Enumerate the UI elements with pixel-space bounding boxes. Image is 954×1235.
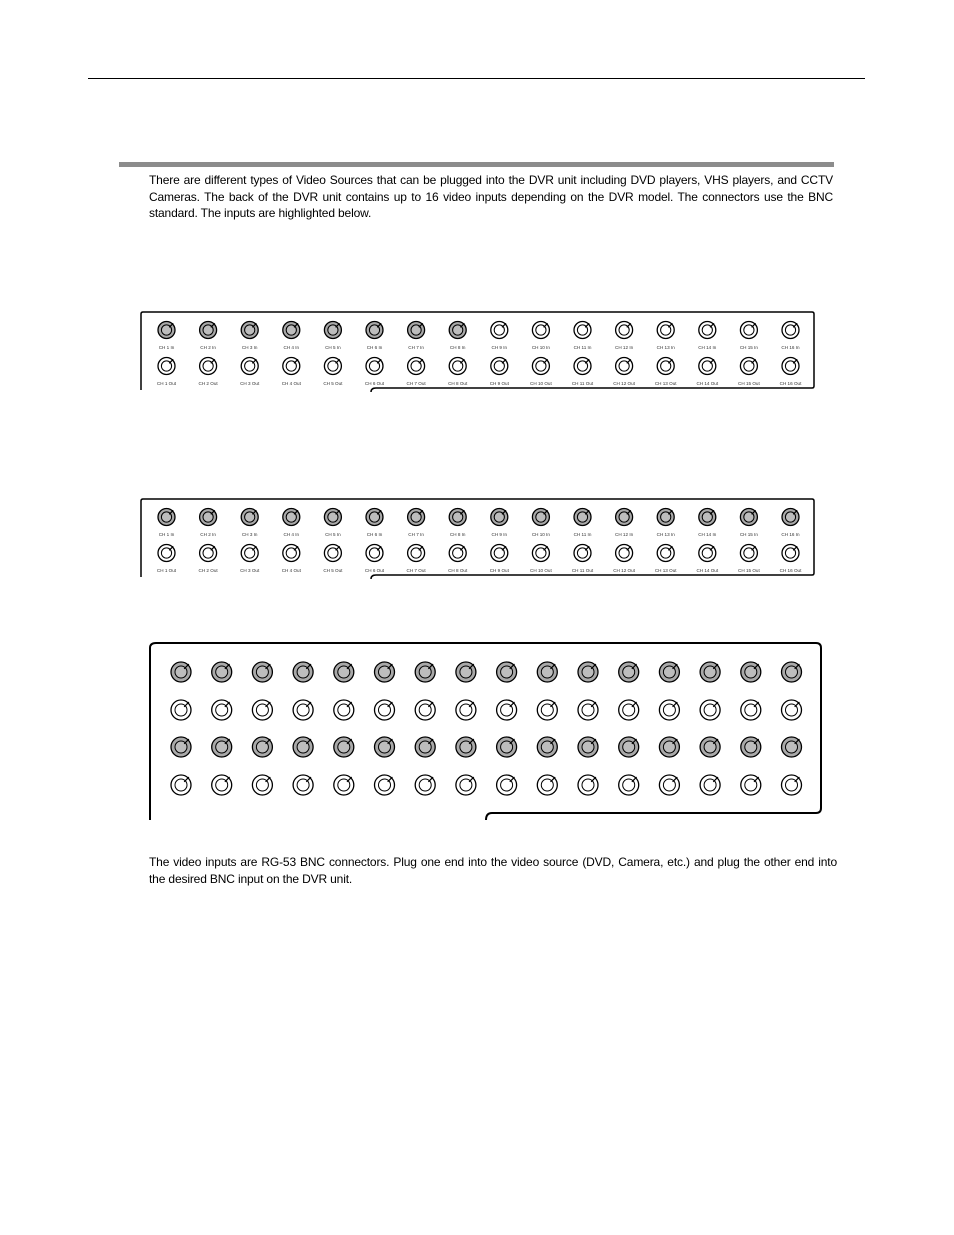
output-channel-label: CH 5 Out — [323, 568, 343, 573]
bnc-output-connector — [740, 358, 757, 375]
bnc-input-connector — [491, 322, 508, 339]
bnc-input-connector — [456, 662, 476, 682]
bnc-output-connector — [740, 545, 757, 562]
bnc-output-connector — [537, 700, 557, 720]
bnc-input-connector — [456, 737, 476, 757]
input-channel-label: CH 8 In — [449, 345, 466, 350]
bnc-output-connector — [574, 358, 591, 375]
bnc-output-connector — [619, 775, 639, 795]
bnc-output-connector — [366, 358, 383, 375]
bnc-input-connector — [532, 509, 549, 526]
bnc-output-connector — [324, 545, 341, 562]
bnc-input-connector — [497, 662, 517, 682]
bnc-input-connector — [782, 322, 799, 339]
bnc-input-connector — [241, 322, 258, 339]
bnc-output-connector — [657, 358, 674, 375]
bnc-output-connector — [741, 700, 761, 720]
input-channel-label: CH 4 In — [283, 345, 300, 350]
bnc-output-connector — [532, 545, 549, 562]
bnc-input-connector — [537, 662, 557, 682]
bnc-output-connector — [782, 358, 799, 375]
bnc-input-connector — [241, 509, 258, 526]
input-channel-label: CH 5 In — [325, 532, 341, 537]
bnc-input-connector — [375, 662, 395, 682]
bnc-output-connector — [375, 775, 395, 795]
output-channel-label: CH 15 Out — [738, 568, 760, 573]
bnc-input-connector — [158, 509, 175, 526]
bnc-input-connector — [200, 509, 217, 526]
bnc-output-connector — [241, 545, 258, 562]
bnc-output-connector — [415, 775, 435, 795]
input-channel-label: CH 1 In — [158, 532, 175, 537]
bnc-input-connector — [532, 322, 549, 339]
output-channel-label: CH 2 Out — [198, 568, 218, 573]
bnc-input-connector — [740, 322, 757, 339]
bnc-output-connector — [782, 545, 799, 562]
bnc-input-connector — [616, 322, 633, 339]
output-channel-label: CH 14 Out — [696, 381, 719, 386]
bnc-output-connector — [497, 700, 517, 720]
bnc-input-connector — [782, 662, 802, 682]
bnc-output-connector — [578, 700, 598, 720]
output-channel-label: CH 10 Out — [530, 381, 552, 386]
bnc-input-connector — [293, 737, 313, 757]
output-channel-label: CH 2 Out — [198, 381, 218, 386]
bnc-input-connector — [158, 322, 175, 339]
input-channel-label: CH 6 In — [366, 345, 383, 350]
input-channel-label: CH 16 In — [781, 345, 800, 350]
dvr-panel-bottom-diagram — [146, 640, 824, 822]
bnc-input-connector — [415, 737, 435, 757]
bnc-input-connector — [491, 509, 508, 526]
bnc-input-connector — [212, 737, 232, 757]
bnc-output-connector — [700, 700, 720, 720]
bnc-output-connector — [659, 775, 679, 795]
input-channel-label: CH 10 In — [531, 345, 550, 350]
bnc-output-connector — [324, 358, 341, 375]
bnc-input-connector — [200, 322, 217, 339]
bnc-input-connector — [375, 737, 395, 757]
bnc-input-connector — [252, 737, 272, 757]
output-channel-label: CH 13 Out — [654, 381, 677, 386]
input-channel-label: CH 5 In — [325, 345, 341, 350]
input-channel-label: CH 13 In — [656, 532, 675, 537]
bnc-output-connector — [334, 775, 354, 795]
bnc-input-connector — [366, 509, 383, 526]
output-channel-label: CH 9 Out — [489, 568, 509, 573]
bnc-input-connector — [283, 322, 300, 339]
output-channel-label: CH 1 Out — [156, 381, 177, 386]
bnc-output-connector — [212, 700, 232, 720]
bnc-output-connector — [449, 358, 466, 375]
input-channel-label: CH 3 In — [241, 532, 258, 537]
intro-paragraph: There are different types of Video Sources that can be plugged into the DVR unit including DVD players, VHS players, and CCTV Cameras. The back of the DVR unit contains up to 16 video inputs depending on the DVR model. The connectors use the BNC standard. The inputs are highlighted below. — [149, 173, 833, 220]
bnc-input-connector — [699, 322, 716, 339]
bnc-input-connector — [334, 737, 354, 757]
bnc-output-connector — [741, 775, 761, 795]
bnc-output-connector — [293, 700, 313, 720]
output-channel-label: CH 1 Out — [156, 568, 177, 573]
bnc-input-connector — [578, 737, 598, 757]
input-channel-label: CH 12 In — [615, 532, 634, 537]
bnc-input-connector — [619, 662, 639, 682]
bnc-output-connector — [366, 545, 383, 562]
dvr-panel-middle-diagram — [140, 497, 816, 579]
output-channel-label: CH 15 Out — [738, 381, 760, 386]
input-channel-label: CH 11 In — [573, 345, 592, 350]
bnc-input-connector — [659, 662, 679, 682]
output-channel-label: CH 11 Out — [571, 381, 594, 386]
bnc-output-connector — [171, 775, 191, 795]
bnc-output-connector — [283, 358, 300, 375]
bnc-output-connector — [158, 545, 175, 562]
bnc-output-connector — [782, 775, 802, 795]
bnc-output-connector — [456, 775, 476, 795]
dvr-panel-top — [140, 310, 816, 392]
bnc-output-connector — [616, 545, 633, 562]
bnc-input-connector — [324, 322, 341, 339]
output-channel-label: CH 11 Out — [571, 568, 594, 573]
bnc-input-connector — [366, 322, 383, 339]
bnc-output-connector — [578, 775, 598, 795]
bnc-input-connector — [537, 737, 557, 757]
bnc-input-connector — [171, 662, 191, 682]
output-channel-label: CH 7 Out — [406, 381, 426, 386]
bnc-input-connector — [252, 662, 272, 682]
bnc-output-connector — [171, 700, 191, 720]
bnc-output-connector — [574, 545, 591, 562]
bnc-input-connector — [578, 662, 598, 682]
dvr-panel-middle — [140, 497, 816, 579]
bnc-output-connector — [252, 775, 272, 795]
bnc-input-connector — [415, 662, 435, 682]
bnc-output-connector — [700, 775, 720, 795]
output-channel-label: CH 6 Out — [364, 381, 385, 386]
bnc-input-connector — [657, 509, 674, 526]
bnc-input-connector — [449, 322, 466, 339]
bnc-output-connector — [252, 700, 272, 720]
input-channel-label: CH 4 In — [283, 532, 300, 537]
bnc-output-connector — [200, 358, 217, 375]
bnc-input-connector — [699, 509, 716, 526]
output-channel-label: CH 12 Out — [613, 381, 635, 386]
bnc-output-connector — [449, 545, 466, 562]
output-channel-label: CH 16 Out — [779, 381, 802, 386]
input-channel-label: CH 9 In — [491, 345, 508, 350]
bnc-input-connector — [497, 737, 517, 757]
bnc-output-connector — [491, 358, 508, 375]
bnc-output-connector — [375, 700, 395, 720]
input-channel-label: CH 13 In — [656, 345, 675, 350]
bnc-output-connector — [456, 700, 476, 720]
bnc-input-connector — [740, 509, 757, 526]
output-channel-label: CH 13 Out — [654, 568, 677, 573]
input-channel-label: CH 15 In — [739, 532, 758, 537]
bnc-output-connector — [200, 545, 217, 562]
bnc-input-connector — [293, 662, 313, 682]
input-channel-label: CH 14 In — [698, 532, 717, 537]
output-channel-label: CH 6 Out — [364, 568, 385, 573]
bnc-input-connector — [334, 662, 354, 682]
output-channel-label: CH 12 Out — [613, 568, 635, 573]
input-channel-label: CH 3 In — [241, 345, 258, 350]
output-channel-label: CH 4 Out — [281, 381, 301, 386]
bnc-input-connector — [659, 737, 679, 757]
output-channel-label: CH 14 Out — [696, 568, 719, 573]
bnc-output-connector — [283, 545, 300, 562]
bnc-input-connector — [741, 737, 761, 757]
output-channel-label: CH 4 Out — [281, 568, 301, 573]
input-channel-label: CH 7 In — [408, 532, 424, 537]
bnc-input-connector — [700, 662, 720, 682]
bnc-input-connector — [616, 509, 633, 526]
bnc-output-connector — [158, 358, 175, 375]
input-channel-label: CH 12 In — [615, 345, 634, 350]
dvr-panel-top-diagram — [140, 310, 816, 392]
bnc-output-connector — [212, 775, 232, 795]
bnc-input-connector — [408, 322, 425, 339]
bnc-output-connector — [616, 358, 633, 375]
bnc-output-connector — [415, 700, 435, 720]
input-channel-label: CH 14 In — [698, 345, 717, 350]
bnc-output-connector — [537, 775, 557, 795]
input-channel-label: CH 11 In — [573, 532, 592, 537]
output-channel-label: CH 10 Out — [530, 568, 552, 573]
input-channel-label: CH 9 In — [491, 532, 508, 537]
output-channel-label: CH 5 Out — [323, 381, 343, 386]
bnc-output-connector — [659, 700, 679, 720]
bnc-output-connector — [619, 700, 639, 720]
bnc-output-connector — [408, 358, 425, 375]
bnc-input-connector — [171, 737, 191, 757]
bnc-input-connector — [449, 509, 466, 526]
bnc-output-connector — [408, 545, 425, 562]
bnc-input-connector — [574, 322, 591, 339]
input-channel-label: CH 1 In — [158, 345, 175, 350]
input-channel-label: CH 16 In — [781, 532, 800, 537]
input-channel-label: CH 8 In — [449, 532, 466, 537]
bnc-output-connector — [782, 700, 802, 720]
bnc-input-connector — [283, 509, 300, 526]
outro-paragraph: The video inputs are RG-53 BNC connectors. Plug one end into the video source (DVD, Camera, etc.) and plug the other end into the desired BNC input on the DVR unit. — [149, 855, 837, 886]
dvr-panel-bottom — [146, 640, 824, 822]
input-channel-label: CH 7 In — [408, 345, 424, 350]
input-channel-label: CH 6 In — [366, 532, 383, 537]
bnc-input-connector — [619, 737, 639, 757]
bnc-input-connector — [408, 509, 425, 526]
output-channel-label: CH 8 Out — [448, 381, 468, 386]
bnc-output-connector — [334, 700, 354, 720]
output-channel-label: CH 3 Out — [240, 381, 260, 386]
bnc-output-connector — [699, 358, 716, 375]
bnc-output-connector — [532, 358, 549, 375]
bnc-input-connector — [782, 509, 799, 526]
section-bar — [119, 162, 834, 167]
input-channel-label: CH 10 In — [531, 532, 550, 537]
bnc-output-connector — [241, 358, 258, 375]
bnc-input-connector — [657, 322, 674, 339]
bnc-input-connector — [741, 662, 761, 682]
input-channel-label: CH 2 In — [200, 345, 216, 350]
output-channel-label: CH 8 Out — [448, 568, 468, 573]
bnc-input-connector — [782, 737, 802, 757]
header-rule — [88, 78, 865, 79]
bnc-input-connector — [212, 662, 232, 682]
bnc-input-connector — [324, 509, 341, 526]
bnc-input-connector — [574, 509, 591, 526]
output-channel-label: CH 16 Out — [779, 568, 802, 573]
output-channel-label: CH 9 Out — [489, 381, 509, 386]
bnc-output-connector — [657, 545, 674, 562]
input-channel-label: CH 2 In — [200, 532, 216, 537]
bnc-output-connector — [293, 775, 313, 795]
output-channel-label: CH 3 Out — [240, 568, 260, 573]
bnc-output-connector — [497, 775, 517, 795]
output-channel-label: CH 7 Out — [406, 568, 426, 573]
input-channel-label: CH 15 In — [739, 345, 758, 350]
bnc-output-connector — [699, 545, 716, 562]
bnc-input-connector — [700, 737, 720, 757]
bnc-output-connector — [491, 545, 508, 562]
